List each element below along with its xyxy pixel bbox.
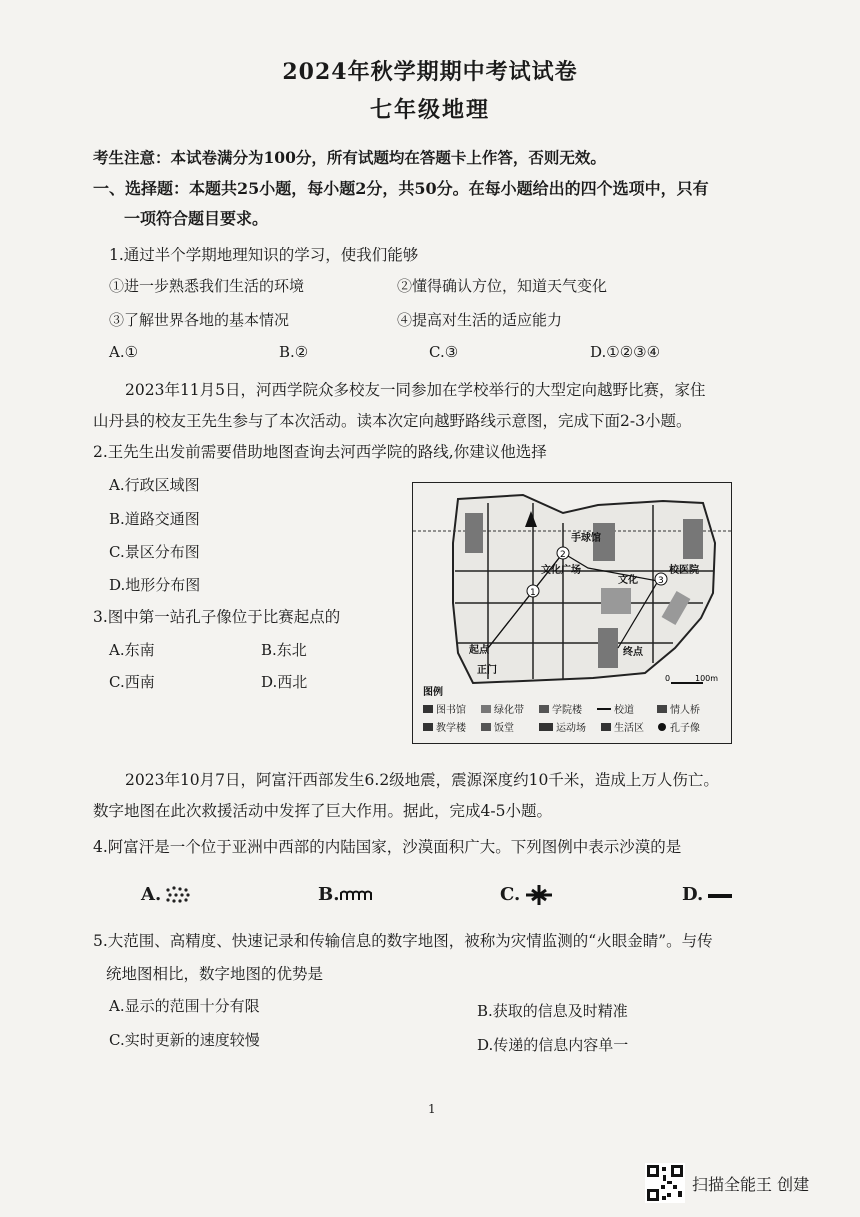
map-label-culture2: 文化	[618, 575, 638, 586]
q3-option-d: D.西北	[261, 673, 308, 691]
legend-living-area: 生活区	[614, 723, 644, 734]
map-label-hospital: 校医院	[669, 565, 699, 576]
q4-option-a: A.	[141, 884, 162, 905]
map-label-end: 终点	[623, 647, 643, 658]
exam-title: 2024年秋学期期中考试试卷	[282, 59, 578, 85]
campus-boundary	[453, 495, 715, 683]
legend-green-belt: 绿化带	[494, 705, 524, 716]
q4-stem: 4.阿富汗是一个位于亚洲中西部的内陆国家，沙漠面积广大。下列图例中表示沙漠的是	[93, 838, 682, 856]
footer-brand: 扫描全能王 创建	[692, 1175, 810, 1194]
q1-stem: 1.通过半个学期地理知识的学习，使我们能够	[109, 246, 419, 264]
checkpoint-2-label: 2	[560, 550, 566, 560]
passage2-line1: 2023年10月7日，阿富汗西部发生6.2级地震，震源深度约10千米，造成上万人伤亡。	[125, 771, 719, 789]
q5-stem-line2: 统地图相比，数字地图的优势是	[106, 965, 324, 983]
q2-stem: 2.王先生出发前需要借助地图查询去河西学院的路线,你建议他选择	[93, 443, 547, 461]
q3-stem: 3.图中第一站孔子像位于比赛起点的	[93, 608, 341, 626]
q1-option-a: A.①	[109, 343, 139, 361]
orienteering-route-map	[412, 482, 732, 744]
map-drawing	[413, 483, 731, 743]
checkpoint-1-label: 1	[530, 588, 536, 598]
scale-label: 100m	[695, 674, 719, 683]
q5-option-d: D.传递的信息内容单一	[477, 1036, 629, 1054]
section-heading-line1: 一、选择题：本题共25小题，每小题2分，共50分。在每小题给出的四个选项中，只有	[93, 179, 709, 198]
q3-option-a: A.东南	[109, 641, 155, 659]
q2-option-b: B.道路交通图	[109, 510, 200, 528]
sports-field-1	[465, 513, 483, 553]
exam-subtitle: 七年级地理	[369, 97, 490, 123]
scale-zero: 0	[665, 674, 671, 683]
passage1-line2: 山丹县的校友王先生参与了本次活动。读本次定向越野路线示意图，完成下面2-3小题。	[93, 412, 692, 430]
q1-statement-4: ④提高对生活的适应能力	[397, 311, 563, 329]
legend-confucius-statue: 孔子像	[670, 723, 700, 734]
q3-option-b: B.东北	[261, 641, 307, 659]
map-legend	[423, 703, 700, 734]
checkpoint-3-label: 3	[658, 576, 664, 586]
page-number: 1	[428, 1102, 436, 1116]
map-label-culture-plaza: 文化广场	[541, 565, 581, 576]
q3-option-c: C.西南	[109, 673, 155, 691]
green-belt-1	[601, 588, 631, 614]
q1-statement-2: ②懂得确认方位，知道天气变化	[397, 277, 608, 295]
legend-college-building: 学院楼	[552, 705, 582, 716]
q2-option-d: D.地形分布图	[109, 576, 201, 594]
q1-option-d: D.①②③④	[590, 343, 661, 361]
q1-statement-1: ①进一步熟悉我们生活的环境	[109, 277, 305, 295]
legend-canteen: 饭堂	[494, 723, 514, 734]
q2-option-c: C.景区分布图	[109, 543, 200, 561]
section-heading-line2: 一项符合题目要求。	[124, 209, 269, 228]
legend-library: 图书馆	[436, 705, 466, 716]
q1-option-b: B.②	[279, 343, 309, 361]
airport-icon	[524, 882, 554, 908]
q4-option-d: D.	[682, 884, 704, 905]
legend-campus-road: 校道	[614, 705, 634, 716]
passage2-line2: 数字地图在此次救援活动中发挥了巨大作用。据此，完成4-5小题。	[93, 802, 552, 820]
qr-code-icon	[645, 1163, 685, 1203]
candidate-notice: 考生注意：本试卷满分为100分，所有试题均在答题卡上作答，否则无效。	[93, 148, 606, 167]
q4-option-b: B.	[318, 884, 340, 905]
map-label-tennis: 手球馆	[571, 533, 601, 544]
legend-lovers-bridge: 情人桥	[670, 705, 700, 716]
passage1-line1: 2023年11月5日，河西学院众多校友一同参加在学校举行的大型定向越野比赛，家住	[125, 381, 706, 399]
q5-option-a: A.显示的范围十分有限	[109, 997, 260, 1015]
map-label-start: 起点	[469, 645, 489, 656]
q2-option-a: A.行政区域图	[109, 476, 200, 494]
sports-field-3	[683, 519, 703, 559]
legend-sports-field: 运动场	[556, 723, 586, 734]
scale-bar	[665, 674, 718, 683]
boundary-line-icon	[706, 890, 734, 902]
q4-option-c: C.	[500, 884, 521, 905]
map-label-gate: 正门	[477, 665, 497, 676]
legend-teaching-building: 教学楼	[436, 723, 466, 734]
q1-option-c: C.③	[429, 343, 459, 361]
q5-stem-line1: 5.大范围、高精度、快速记录和传输信息的数字地图，被称为灾情监测的“火眼金睛”。与传	[93, 932, 713, 950]
dot-pattern-icon	[164, 884, 192, 906]
q5-option-b: B.获取的信息及时精准	[477, 1002, 628, 1020]
wave-pattern-icon	[340, 888, 374, 904]
map-legend-title: 图例	[423, 687, 443, 698]
sports-field-4	[598, 628, 618, 668]
q5-option-c: C.实时更新的速度较慢	[109, 1031, 260, 1049]
q1-statement-3: ③了解世界各地的基本情况	[109, 311, 290, 329]
